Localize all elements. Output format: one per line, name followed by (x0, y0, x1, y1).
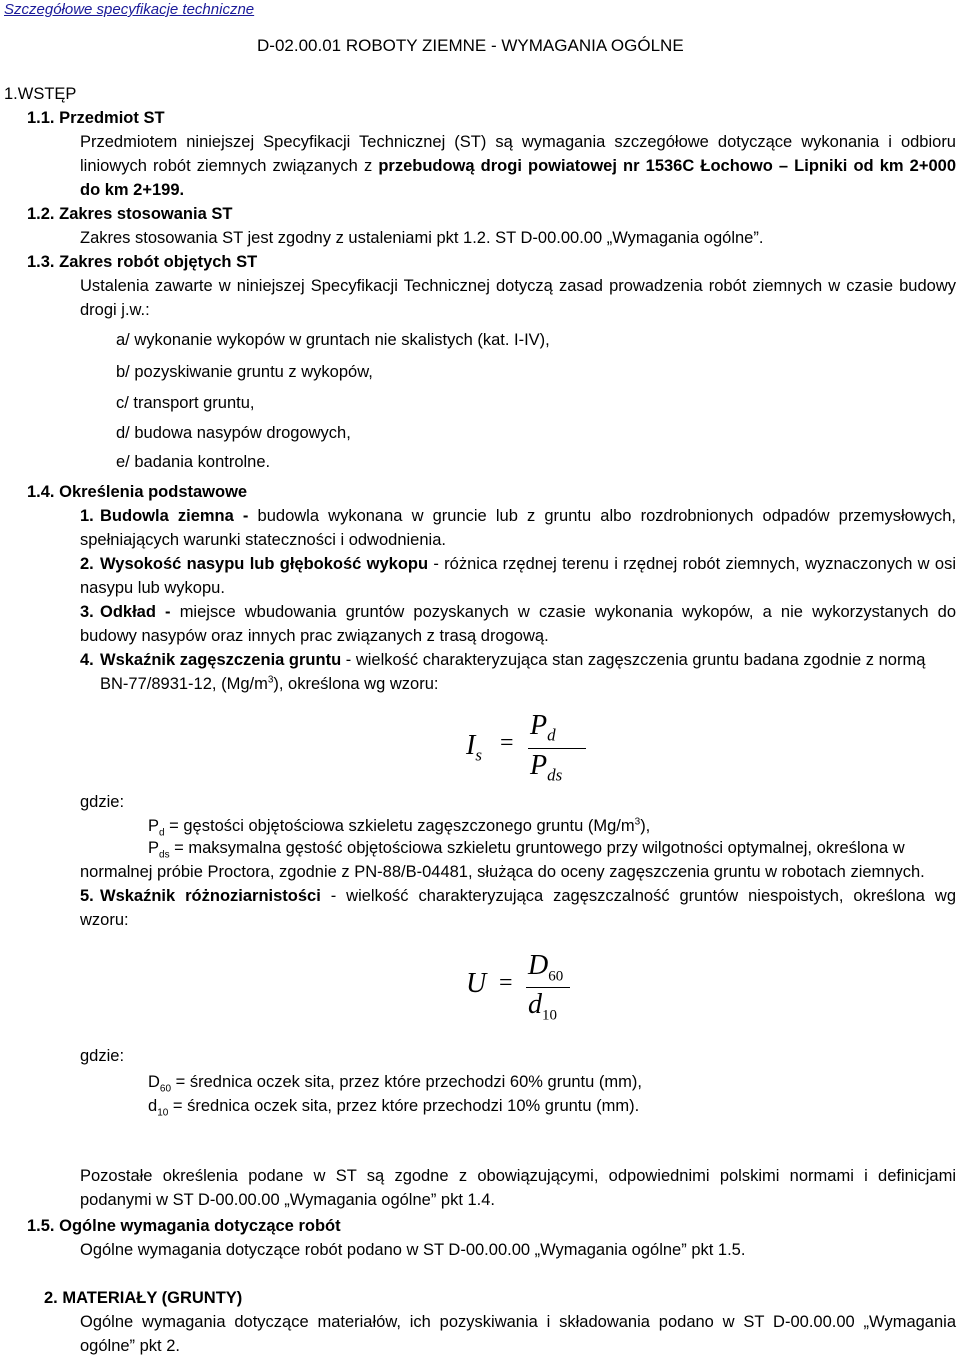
definition-text: - wielkość charakteryzująca stan zagęszczenia gruntu badana zgodnie z normą (341, 651, 926, 669)
formula-numerator: $P_d$ (530, 710, 556, 745)
definition-number: 3. (80, 603, 94, 621)
definition-term: Wskaźnik różnoziarnistości (100, 887, 321, 905)
definition-number: 2. (80, 555, 94, 573)
section-1-4-heading (27, 480, 247, 504)
section-1-5-heading (27, 1214, 341, 1238)
section-title: Określenia podstawowe (59, 483, 248, 501)
definition-2 (80, 552, 956, 600)
definition-text: - wielkość charakteryzująca zagęszczalność gruntów niespoistych, określona wg wzoru: (80, 887, 956, 929)
section-title: Zakres stosowania ST (59, 205, 233, 223)
definition-number: 4. (80, 651, 94, 669)
d60-definition: $D_{60}$ = średnica oczek sita, przez które przechodzi 60% gruntu (mm), (148, 1073, 642, 1095)
section-number: 1.3. (27, 253, 55, 271)
gdzie-label: gdzie: (80, 1047, 125, 1065)
definition-text: - różnica rzędnej terenu i rzędnej robót ziemnych, wyznaczonych w osi nasypu lub wykopu. (80, 555, 956, 597)
other-definitions-paragraph: Pozostałe określenia podane w ST są zgodne z obowiązującymi, odpowiednimi polskimi normami i definicjami podanymi w ST D-00.00.00 „Wymagania ogólne” pkt 1.4. (80, 1167, 956, 1209)
list-item: d/ budowa nasypów drogowych, (116, 424, 351, 442)
list-item: e/ badania kontrolne. (116, 453, 271, 471)
section-1-2-heading (27, 202, 232, 226)
definition-number: 5. (80, 887, 94, 905)
section-number: 1.2. (27, 205, 55, 223)
section-title: Ogólne wymagania dotyczące robót (59, 1217, 341, 1235)
document-title: D-02.00.01 ROBOTY ZIEMNE - WYMAGANIA OGÓLNE (257, 36, 684, 55)
section-number: 1.4. (27, 483, 55, 501)
list-item: a/ wykonanie wykopów w gruntach nie skalistych (kat. I-IV), (116, 331, 550, 349)
section-title: Zakres robót objętych ST (59, 253, 258, 271)
section-2-paragraph: Ogólne wymagania dotyczące materiałów, ich pozyskiwania i składowania podano w ST D-00.00.00 „Wymagania ogólne” pkt 2. (80, 1313, 956, 1355)
paragraph-text: Przedmiotem niniejszej Specyfikacji Technicznej (ST) są wymagania szczegółowe dotyczące wykonania i odbioru liniowych robót ziemnych związanych z (80, 133, 956, 175)
pds-definition-line2: normalnej próbie Proctora, zgodnie z PN-88/B-04481, służąca do oceny zagęszczenia gruntu w robotach ziemnych. (80, 863, 925, 881)
formula-numerator: $D_{60}$ (528, 950, 564, 985)
formula-lhs: $I_s$ (466, 730, 482, 765)
section-1-5-paragraph: Ogólne wymagania dotyczące robót podano w ST D-00.00.00 „Wymagania ogólne” pkt 1.5. (80, 1241, 746, 1259)
list-item: c/ transport gruntu, (116, 394, 255, 412)
definition-term: Wskaźnik zagęszczenia gruntu (100, 651, 342, 669)
definition-number: 1. (80, 507, 94, 525)
definition-4-line2: BN-77/8931-12, $(Mg/m^3)$, określona wg wzoru: (100, 674, 439, 693)
definition-text: budowla wykonana w gruncie lub z gruntu albo rozdrobnionych odpadów przemysłowych, spełniających warunki stateczności i odwodnienia. (80, 507, 956, 549)
section-1-1-heading (27, 106, 165, 130)
definition-1 (80, 504, 956, 552)
pd-definition: $P_d$ = gęstości objętościowa szkieletu zagęszczonego gruntu $(Mg/m^3)$, (148, 816, 651, 839)
section-2-title: 2. MATERIAŁY (GRUNTY) (44, 1289, 243, 1307)
formula-lhs: U (466, 968, 487, 999)
formula-denominator: $P_{ds}$ (530, 750, 563, 785)
formula-denominator: $d_{10}$ (528, 989, 557, 1024)
section-1-1-paragraph (80, 130, 956, 202)
definition-3 (80, 600, 956, 648)
pds-definition: $P_{ds}$ = maksymalna gęstość objętościowa szkieletu gruntowego przy wilgotności optymalnej, określona w (148, 839, 905, 861)
list-item: b/ pozyskiwanie gruntu z wykopów, (116, 363, 373, 381)
definition-term: Odkład - (100, 603, 171, 621)
formula-equals: = (500, 730, 514, 756)
definition-4 (100, 648, 925, 672)
section-1-title: 1.WSTĘP (4, 85, 77, 103)
definition-text: miejsce wbudowania gruntów pozyskanych w czasie wykonania wykopów, a nie wykorzystanych do budowy nasypów oraz innych prac związanych z trasą drogową. (80, 603, 956, 645)
section-number: 1.5. (27, 1217, 55, 1235)
definition-term: Wysokość nasypu lub głębokość wykopu (100, 555, 429, 573)
d10-definition: $d_{10}$ = średnica oczek sita, przez które przechodzi 10% gruntu (mm). (148, 1097, 640, 1119)
formula-equals: = (499, 970, 513, 996)
paragraph-bold-text: przebudową drogi powiatowej nr 1536C Łochowo – Lipniki od km 2+000 do km 2+199. (80, 157, 956, 199)
section-1-2-paragraph: Zakres stosowania ST jest zgodny z ustaleniami pkt 1.2. ST D-00.00.00 „Wymagania ogólne”. (80, 229, 764, 247)
header-link[interactable]: Szczegółowe specyfikacje techniczne (4, 1, 255, 18)
gdzie-label: gdzie: (80, 793, 125, 811)
section-1-3-heading (27, 250, 257, 274)
definition-5 (80, 884, 956, 932)
definition-term: Budowla ziemna - (100, 507, 249, 525)
section-number: 1.1. (27, 109, 55, 127)
section-title: Przedmiot ST (59, 109, 165, 127)
section-1-3-paragraph: Ustalenia zawarte w niniejszej Specyfikacji Technicznej dotyczą zasad prowadzenia robót ziemnych w czasie budowy drogi j.w.: (80, 277, 956, 319)
